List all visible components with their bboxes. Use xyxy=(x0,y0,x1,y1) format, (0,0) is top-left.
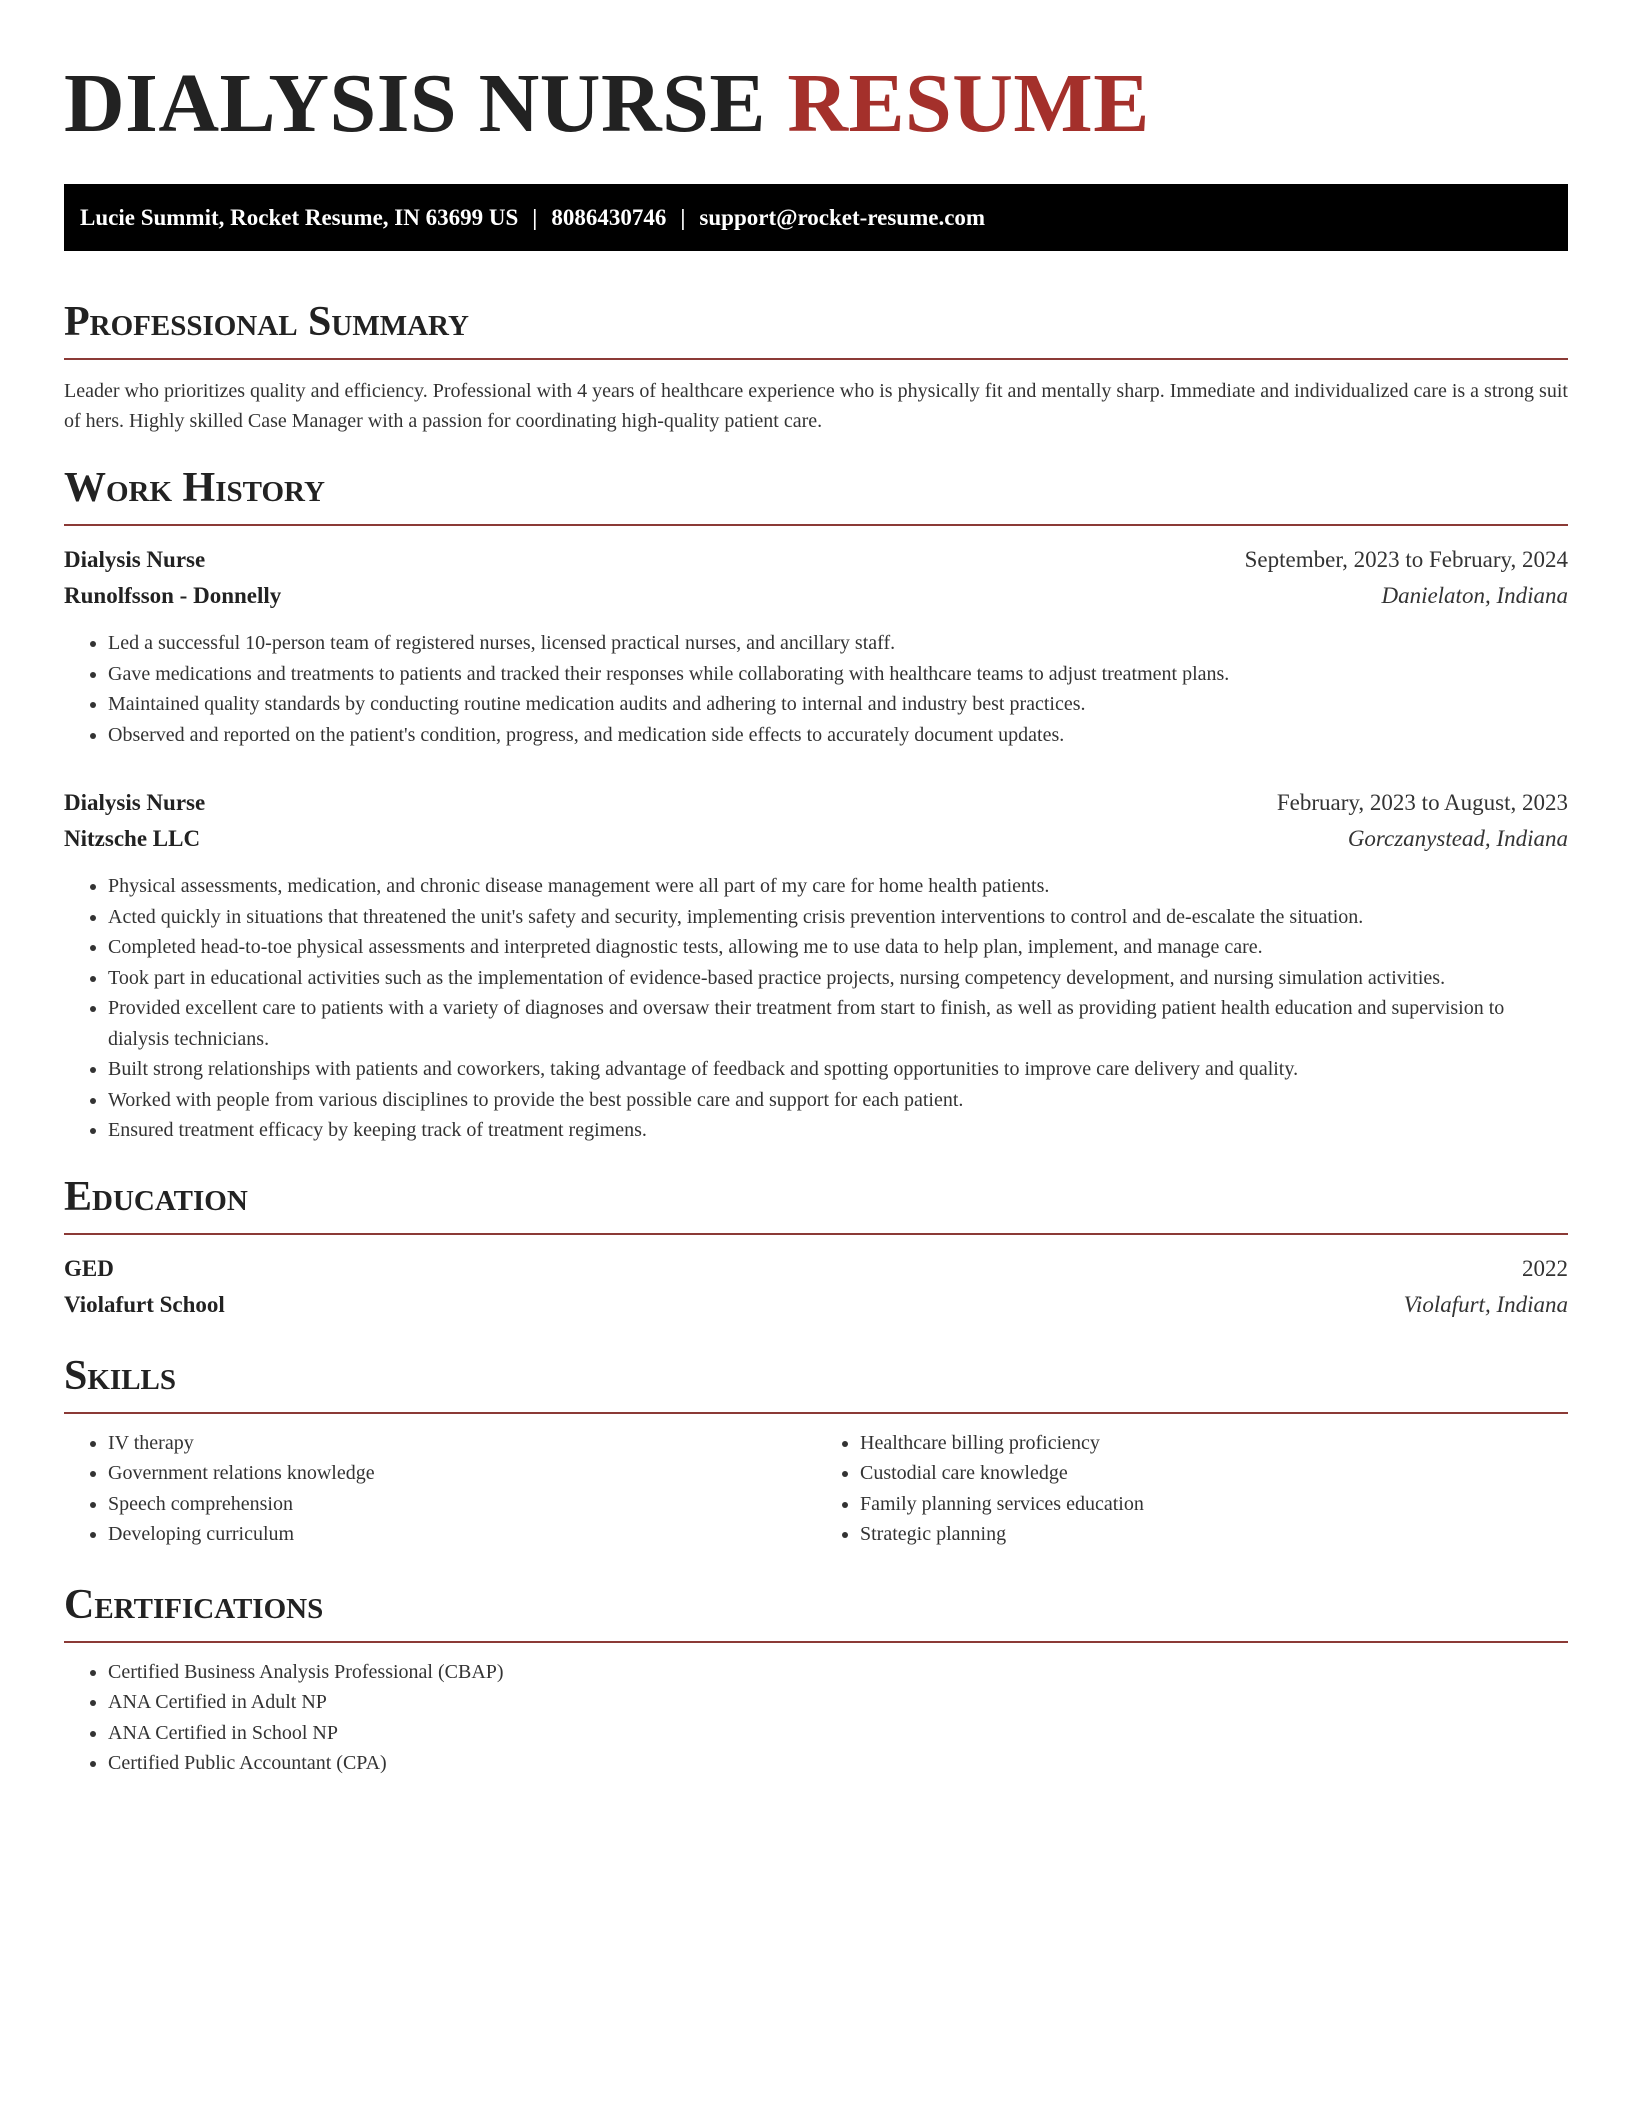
resume-title xyxy=(64,58,1568,150)
job-location: Danielaton, Indiana xyxy=(1381,583,1568,608)
job-company: Runolfsson - Donnelly xyxy=(64,583,282,608)
contact-phone: 8086430746 xyxy=(551,205,667,230)
education-heading: Education xyxy=(64,1173,248,1220)
contact-address: Lucie Summit, Rocket Resume, IN 63699 US xyxy=(80,205,519,230)
section-divider xyxy=(64,1233,1568,1235)
education-entry xyxy=(64,1251,1568,1323)
work-history-heading: Work History xyxy=(64,465,325,511)
section-divider xyxy=(64,358,1568,360)
summary-text: Leader who prioritizes quality and efficiency. Professional with 4 years of healthcare experience who is physically fit and mentally sharp. Immediate and individualized care is a strong suit of hers. Highly skilled Case Manager with a passion for coordinating high-quality patient care. xyxy=(64,380,1568,432)
section-divider xyxy=(64,524,1568,526)
list-item: • Speech comprehension xyxy=(108,1489,816,1520)
job-dates: September, 2023 to February, 2024 xyxy=(1244,547,1568,572)
list-item: • Acted quickly in situations that threatened the unit's safety and security, implementing crisis prevention interventions to control and de-escalate the situation. xyxy=(108,902,1568,933)
job-company: Nitzsche LLC xyxy=(64,826,201,851)
summary-heading: Professional Summary xyxy=(64,299,469,345)
skills-section xyxy=(64,1352,1568,1550)
list-item: • Worked with people from various disciplines to provide the best possible care and support for each patient. xyxy=(108,1085,1568,1116)
list-item: • ANA Certified in School NP xyxy=(108,1718,1568,1749)
list-item: • Healthcare billing proficiency xyxy=(860,1428,1568,1459)
job-title-row xyxy=(64,785,1568,821)
job-duties-list xyxy=(64,628,1568,750)
list-item: • Strategic planning xyxy=(860,1519,1568,1550)
list-item: • Gave medications and treatments to patients and tracked their responses while collaborating with healthcare teams to adjust treatment plans. xyxy=(108,659,1568,690)
education-section xyxy=(64,1173,1568,1323)
list-item: • Ensured treatment efficacy by keeping track of treatment regimens. xyxy=(108,1115,1568,1146)
list-item: • Physical assessments, medication, and chronic disease management were all part of my care for home health patients. xyxy=(108,871,1568,902)
contact-separator: | xyxy=(532,205,538,230)
education-location: Violafurt, Indiana xyxy=(1403,1291,1568,1317)
job-title: Dialysis Nurse xyxy=(64,547,206,572)
list-item: • Took part in educational activities such as the implementation of evidence-based practice projects, nursing competency development, and nursing simulation activities. xyxy=(108,963,1568,994)
list-item: • IV therapy xyxy=(108,1428,816,1459)
list-item: • Maintained quality standards by conducting routine medication audits and adhering to internal and industry best practices. xyxy=(108,689,1568,720)
list-item: • Family planning services education xyxy=(860,1489,1568,1520)
skills-heading: Skills xyxy=(64,1352,177,1399)
certifications-heading: Certifications xyxy=(64,1581,324,1628)
education-year: 2022 xyxy=(1522,1255,1568,1281)
title-main: DIALYSIS NURSE xyxy=(64,57,766,150)
list-item: • Government relations knowledge xyxy=(108,1458,816,1489)
contact-email: support@rocket-resume.com xyxy=(699,205,986,230)
job-title-row xyxy=(64,542,1568,578)
list-item: • Developing curriculum xyxy=(108,1519,816,1550)
resume-page xyxy=(64,0,1568,1779)
education-degree-row xyxy=(64,1251,1568,1287)
list-item: • Observed and reported on the patient's condition, progress, and medication side effects to accurately document updates. xyxy=(108,720,1568,751)
education-school-row xyxy=(64,1287,1568,1323)
list-item: • Built strong relationships with patients and coworkers, taking advantage of feedback and spotting opportunities to improve care delivery and quality. xyxy=(108,1054,1568,1085)
job-entry xyxy=(64,785,1568,1146)
certifications-list xyxy=(64,1657,1568,1779)
job-company-row xyxy=(64,821,1568,857)
contact-bar xyxy=(64,184,1568,251)
list-item: • Certified Business Analysis Professional (CBAP) xyxy=(108,1657,1568,1688)
list-item: • ANA Certified in Adult NP xyxy=(108,1687,1568,1718)
summary-section xyxy=(64,298,1568,436)
job-location: Gorczanystead, Indiana xyxy=(1347,826,1568,851)
work-history-section xyxy=(64,464,1568,1146)
section-divider xyxy=(64,1641,1568,1643)
contact-separator: | xyxy=(680,205,686,230)
skills-column xyxy=(64,1428,816,1550)
list-item: • Certified Public Accountant (CPA) xyxy=(108,1748,1568,1779)
education-school: Violafurt School xyxy=(64,1291,225,1317)
job-duties-list xyxy=(64,871,1568,1146)
skills-column xyxy=(816,1428,1568,1550)
list-item: • Completed head-to-toe physical assessments and interpreted diagnostic tests, allowing me to use data to help plan, implement, and manage care. xyxy=(108,932,1568,963)
title-accent: RESUME xyxy=(787,57,1150,150)
job-title: Dialysis Nurse xyxy=(64,790,206,815)
certifications-section xyxy=(64,1581,1568,1779)
job-entry xyxy=(64,542,1568,750)
skills-grid xyxy=(64,1428,1568,1550)
list-item: • Custodial care knowledge xyxy=(860,1458,1568,1489)
list-item: • Provided excellent care to patients with a variety of diagnoses and oversaw their treatment from start to finish, as well as providing patient health education and supervision to dialysis technicians. xyxy=(108,993,1568,1054)
list-item: • Led a successful 10-person team of registered nurses, licensed practical nurses, and ancillary staff. xyxy=(108,628,1568,659)
section-divider xyxy=(64,1412,1568,1414)
job-dates: February, 2023 to August, 2023 xyxy=(1276,790,1568,815)
education-degree: GED xyxy=(64,1255,114,1281)
job-company-row xyxy=(64,578,1568,614)
